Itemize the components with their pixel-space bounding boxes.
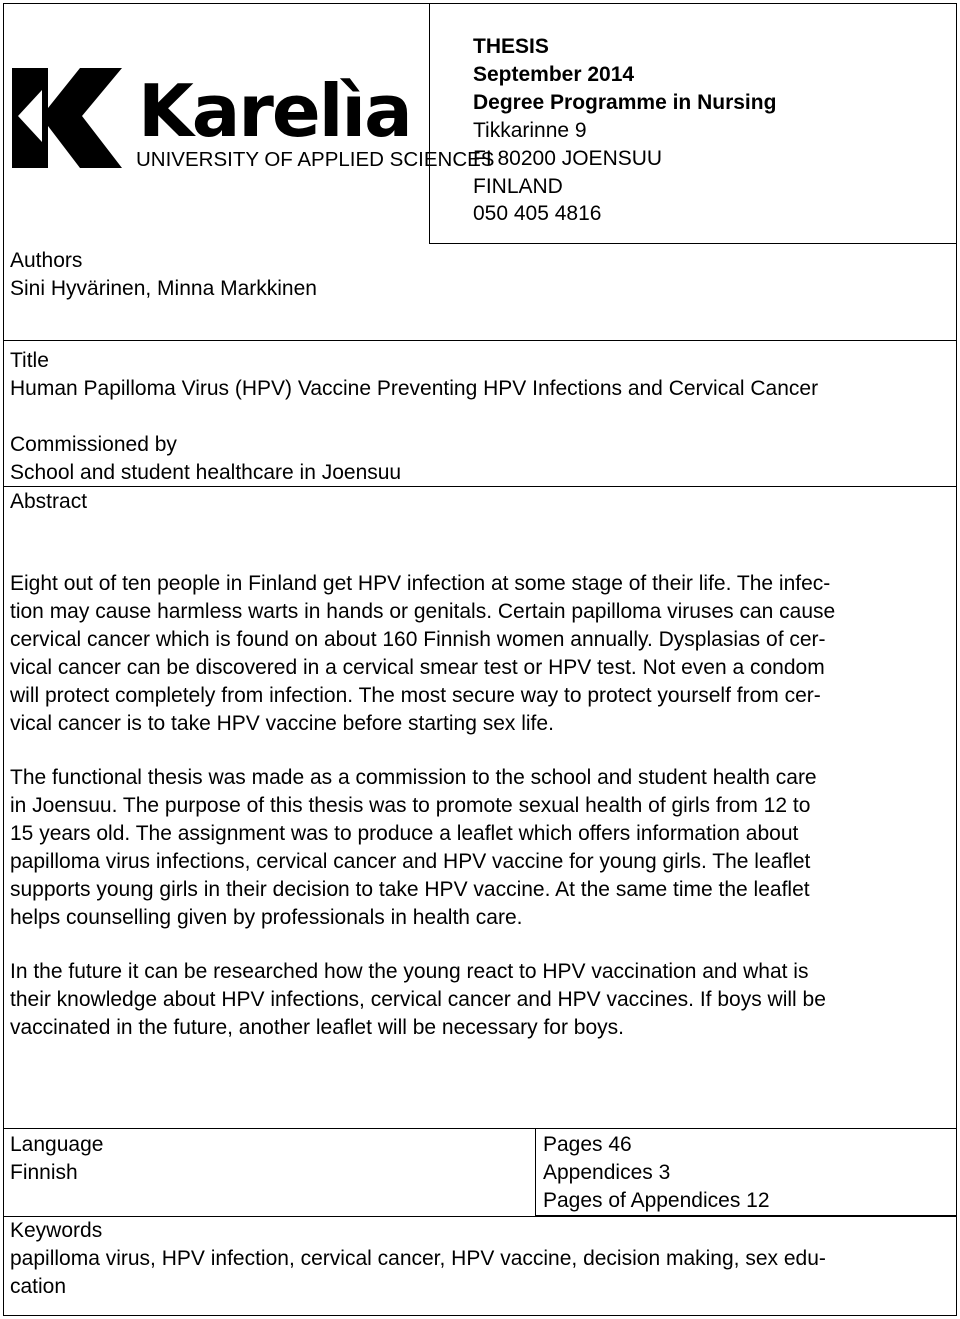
address-line: Tikkarinne 9 xyxy=(473,119,587,142)
logo-subtitle: UNIVERSITY OF APPLIED SCIENCES xyxy=(136,148,495,171)
abstract-line: In the future it can be researched how the young react to HPV vaccination and what is xyxy=(10,960,809,983)
logo-k-mark xyxy=(12,68,122,168)
abstract-line: Eight out of ten people in Finland get HPV infection at some stage of their life. The infec- xyxy=(10,572,831,595)
abstract-line: papilloma virus infections, cervical cancer and HPV vaccine for young girls. The leaflet xyxy=(10,850,811,873)
logo-wordmark: Karelìa xyxy=(138,69,411,153)
title-label: Title xyxy=(10,349,49,372)
divider-commissioned xyxy=(3,486,957,487)
abstract-line: 15 years old. The assignment was to produce a leaflet which offers information about xyxy=(10,822,799,845)
karelia-logo xyxy=(10,60,495,180)
phone-number: 050 405 4816 xyxy=(473,202,602,225)
abstract-line: tion may cause harmless warts in hands or genitals. Certain papilloma viruses can cause xyxy=(10,600,836,623)
abstract-paragraph xyxy=(10,958,950,1042)
abstract-paragraph xyxy=(10,570,950,738)
keywords-line: cation xyxy=(10,1275,67,1298)
thesis-title: Human Papilloma Virus (HPV) Vaccine Preventing HPV Infections and Cervical Cancer xyxy=(10,377,819,400)
keywords-label: Keywords xyxy=(10,1219,103,1242)
keywords-value xyxy=(10,1245,950,1301)
authors-value: Sini Hyvärinen, Minna Markkinen xyxy=(10,277,317,300)
commissioned-value: School and student healthcare in Joensuu xyxy=(10,461,402,484)
abstract-line: will protect completely from infection. The most secure way to protect yourself from cer- xyxy=(10,684,821,707)
language-value: Finnish xyxy=(10,1161,78,1184)
abstract-label: Abstract xyxy=(10,490,88,513)
abstract-line: vical cancer is to take HPV vaccine before starting sex life. xyxy=(10,712,554,735)
language-label: Language xyxy=(10,1133,104,1156)
abstract-line: The functional thesis was made as a commission to the school and student health care xyxy=(10,766,817,789)
appendix-pages-count: Pages of Appendices 12 xyxy=(543,1189,770,1212)
abstract-line: cervical cancer which is found on about 160 Finnish women annually. Dysplasias of cer- xyxy=(10,628,826,651)
doc-type: THESIS xyxy=(473,35,549,58)
address-line: FINLAND xyxy=(473,175,563,198)
authors-label: Authors xyxy=(10,249,83,272)
abstract-line: supports young girls in their decision to take HPV vaccine. At the same time the leaflet xyxy=(10,878,810,901)
abstract-line: their knowledge about HPV infections, cervical cancer and HPV vaccines. If boys will be xyxy=(10,988,826,1011)
abstract-paragraph xyxy=(10,764,950,932)
abstract-line: helps counselling given by professionals in health care. xyxy=(10,906,523,929)
commissioned-label: Commissioned by xyxy=(10,433,177,456)
address-line: FI 80200 JOENSUU xyxy=(473,147,663,170)
appendices-count: Appendices 3 xyxy=(543,1161,671,1184)
pages-count: Pages 46 xyxy=(543,1133,632,1156)
degree-programme: Degree Programme in Nursing xyxy=(473,91,777,114)
keywords-line: papilloma virus, HPV infection, cervical cancer, HPV vaccine, decision making, sex edu- xyxy=(10,1247,826,1270)
doc-date: September 2014 xyxy=(473,63,635,86)
abstract-line: vical cancer can be discovered in a cervical smear test or HPV test. Not even a condom xyxy=(10,656,825,679)
divider-authors xyxy=(3,340,957,341)
abstract-line: in Joensuu. The purpose of this thesis was to promote sexual health of girls from 12 to xyxy=(10,794,811,817)
abstract-line: vaccinated in the future, another leaflet will be necessary for boys. xyxy=(10,1016,625,1039)
divider-keywords xyxy=(3,1216,957,1217)
